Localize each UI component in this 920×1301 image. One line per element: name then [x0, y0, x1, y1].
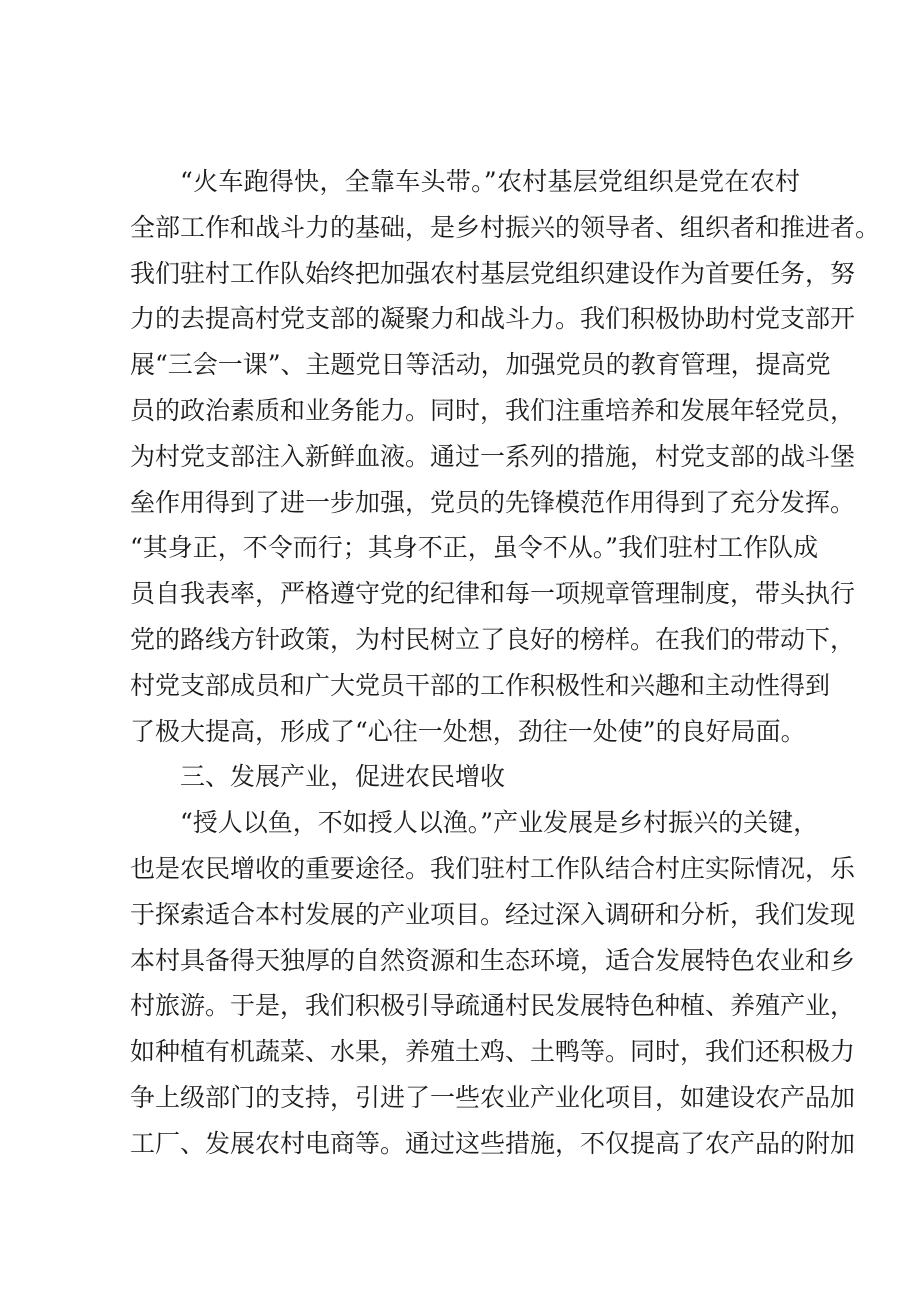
paragraph-line: 村旅游。于是，我们积极引导疏通村民发展特色种植、养殖产业， [130, 991, 856, 1020]
paragraph-line: 全部工作和战斗力的基础，是乡村振兴的领导者、组织者和推进者。 [130, 213, 881, 242]
paragraph-line: 员自我表率，严格遵守党的纪律和每一项规章管理制度，带头执行 [130, 579, 856, 608]
paragraph-line: “授人以鱼，不如授人以渔。”产业发展是乡村振兴的关键， [180, 808, 819, 837]
paragraph-line: 垒作用得到了进一步加强，党员的先锋模范作用得到了充分发挥。 [130, 488, 856, 517]
paragraph-line: 于探索适合本村发展的产业项目。经过深入调研和分析，我们发现 [130, 900, 856, 929]
paragraph-line: 了极大提高，形成了“心往一处想，劲往一处使”的良好局面。 [130, 717, 806, 746]
paragraph-line: 本村具备得天独厚的自然资源和生态环境，适合发展特色农业和乡 [130, 946, 856, 975]
paragraph-line: 也是农民增收的重要途径。我们驻村工作队结合村庄实际情况，乐 [130, 854, 856, 883]
paragraph-line: 党的路线方针政策，为村民树立了良好的榜样。在我们的带动下， [130, 625, 856, 654]
paragraph-line: 争上级部门的支持，引进了一些农业产业化项目，如建设农产品加 [130, 1083, 856, 1112]
paragraph-line: “其身正，不令而行；其身不正，虽令不从。”我们驻村工作队成 [130, 533, 819, 562]
paragraph-line: 我们驻村工作队始终把加强农村基层党组织建设作为首要任务，努 [130, 259, 856, 288]
paragraph-line: 工厂、发展农村电商等。通过这些措施，不仅提高了农产品的附加 [130, 1129, 856, 1158]
paragraph-line: 为村党支部注入新鲜血液。通过一系列的措施，村党支部的战斗堡 [130, 442, 856, 471]
paragraph-line: “火车跑得快，全靠车头带。”农村基层党组织是党在农村 [180, 167, 800, 196]
paragraph-line: 村党支部成员和广大党员干部的工作积极性和兴趣和主动性得到 [130, 671, 831, 700]
paragraph-line: 展“三会一课”、主题党日等活动，加强党员的教育管理，提高党 [130, 350, 831, 379]
paragraph-line: 力的去提高村党支部的凝聚力和战斗力。我们积极协助村党支部开 [130, 304, 856, 333]
paragraph-line: 员的政治素质和业务能力。同时，我们注重培养和发展年轻党员， [130, 396, 856, 425]
section-heading: 三、发展产业，促进农民增收 [180, 762, 506, 791]
paragraph-line: 如种植有机蔬菜、水果，养殖土鸡、土鸭等。同时，我们还积极力 [130, 1037, 856, 1066]
